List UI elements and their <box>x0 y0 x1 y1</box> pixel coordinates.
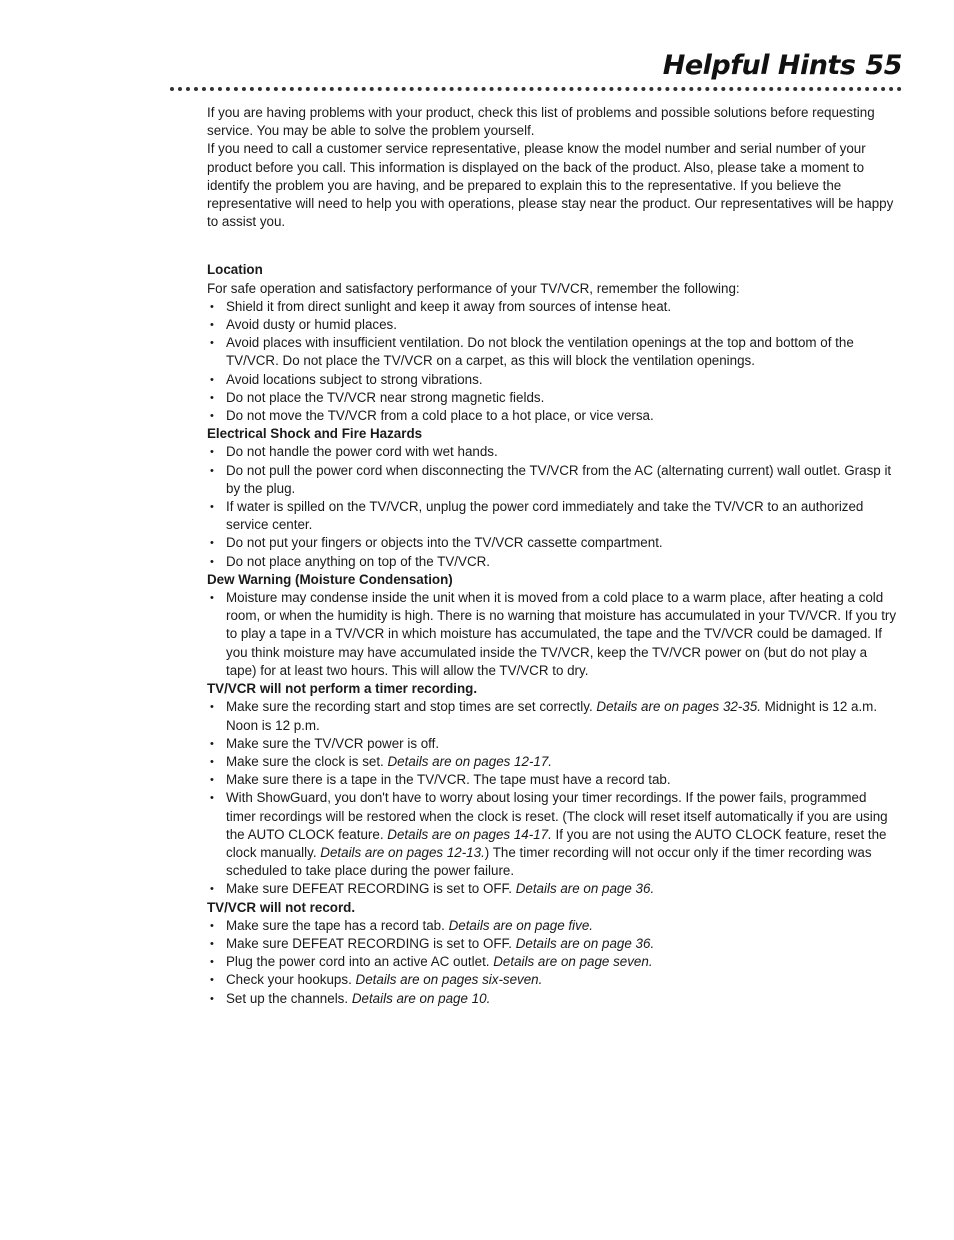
page-reference: Details are on page 10. <box>351 990 491 1006</box>
list-item: • If water is spilled on the TV/VCR, unplug the power cord immediately and take the TV/VCR to an authorized service center. <box>207 498 897 534</box>
page-title-text: Helpful Hints <box>662 50 856 81</box>
page-reference: Details are on pages 32-35. <box>596 699 761 715</box>
location-list <box>207 298 897 425</box>
record-list <box>207 917 897 1008</box>
page-reference: Details are on page 36. <box>515 881 655 897</box>
page-reference: Details are on pages 12-17. <box>387 753 553 769</box>
list-item: • Plug the power cord into an active AC outlet. Details are on page seven. <box>207 953 897 971</box>
list-item: • Do not place anything on top of the TV/VCR. <box>207 553 897 571</box>
list-item: • Do not place the TV/VCR near strong magnetic fields. <box>207 389 897 407</box>
list-item: • Shield it from direct sunlight and keep it away from sources of intense heat. <box>207 298 897 316</box>
page-reference: Details are on pages 12-13. <box>320 844 485 860</box>
page-header <box>170 50 902 92</box>
list-item: • Make sure DEFEAT RECORDING is set to OFF. Details are on page 36. <box>207 880 897 898</box>
list-item: • Avoid places with insufficient ventilation. Do not block the ventilation openings at the top and bottom of the TV/VCR. Do not place the TV/VCR on a carpet, as this will block the ventilation openings. <box>207 334 897 370</box>
list-item: • Do not put your fingers or objects into the TV/VCR cassette compartment. <box>207 534 897 552</box>
list-item: • Moisture may condense inside the unit when it is moved from a cold place to a warm place, after heating a cold room, or when the humidity is high. There is no warning that moisture has accumulated in your TV/VCR. If you try to play a tape in a TV/VCR in which moisture has accumulated, the tape and the TV/VCR could be damaged. If you think moisture may have accumulated inside the TV/VCR, keep the TV/VCR power on (but do not play a tape) for at least two hours. This will allow the TV/VCR to dry. <box>207 589 897 680</box>
dew-list <box>207 589 897 680</box>
list-item: • Do not pull the power cord when disconnecting the TV/VCR from the AC (alternating current) wall outlet. Grasp it by the plug. <box>207 462 897 498</box>
list-item: • Do not move the TV/VCR from a cold place to a hot place, or vice versa. <box>207 407 897 425</box>
page-content <box>207 104 897 1008</box>
page-reference: Details are on page five. <box>448 917 593 933</box>
list-item: • Do not handle the power cord with wet hands. <box>207 443 897 461</box>
intro-section <box>207 104 897 231</box>
list-item: • Make sure DEFEAT RECORDING is set to OFF. Details are on page 36. <box>207 935 897 953</box>
intro-paragraph: If you are having problems with your product, check this list of problems and possible solutions before requesting service. You may be able to solve the problem yourself. <box>207 105 875 139</box>
page-reference: Details are on page 36. <box>515 935 655 951</box>
page-number: 55 <box>865 50 902 81</box>
section-title-dew: Dew Warning (Moisture Condensation) <box>207 571 453 587</box>
list-item: • With ShowGuard, you don't have to worry about losing your timer recordings. If the power fails, programmed timer recordings will be restored when the clock is reset. (The clock will reset itself automatically if you are using the AUTO CLOCK feature. Details are on pages 14-17. If you are not using the AUTO CLOCK feature, reset the clock manually. Details are on pages 12-13.) The timer recording will not occur only if the timer recording was scheduled to take place during the power failure. <box>207 789 897 880</box>
list-item: • Make sure the clock is set. Details are on pages 12-17. <box>207 753 897 771</box>
list-item: • Avoid locations subject to strong vibrations. <box>207 371 897 389</box>
location-lead: For safe operation and satisfactory performance of your TV/VCR, remember the following: <box>207 280 740 296</box>
page-title <box>663 50 902 81</box>
list-item: • Make sure the tape has a record tab. Details are on page five. <box>207 917 897 935</box>
list-item: • Check your hookups. Details are on pages six-seven. <box>207 971 897 989</box>
section-title-electrical: Electrical Shock and Fire Hazards <box>207 426 423 442</box>
list-item: • Make sure there is a tape in the TV/VCR. The tape must have a record tab. <box>207 771 897 789</box>
list-item: • Set up the channels. Details are on page 10. <box>207 990 897 1008</box>
timer-list <box>207 698 897 898</box>
electrical-list <box>207 443 897 570</box>
intro-paragraph: If you need to call a customer service representative, please know the model number and serial number of your product before you call. This information is displayed on the back of the product. Also, please take a moment to identify the problem you are having, and be prepared to explain this to the representative. If you believe the representative will need to help you with operations, please stay near the product. Our representatives will be happy to assist you. <box>207 141 894 230</box>
list-item: • Avoid dusty or humid places. <box>207 316 897 334</box>
section-title-location: Location <box>207 262 263 278</box>
list-item: • Make sure the TV/VCR power is off. <box>207 735 897 753</box>
page-reference: Details are on page seven. <box>493 954 653 970</box>
list-item: • Make sure the recording start and stop times are set correctly. Details are on pages 32-35. Midnight is 12 a.m. Noon is 12 p.m. <box>207 698 897 734</box>
section-title-timer: TV/VCR will not perform a timer recording. <box>207 681 478 697</box>
page-reference: Details are on pages 14-17. <box>387 826 552 842</box>
header-dotted-rule <box>170 87 902 91</box>
page-reference: Details are on pages six-seven. <box>355 972 543 988</box>
section-title-record: TV/VCR will not record. <box>207 899 356 915</box>
